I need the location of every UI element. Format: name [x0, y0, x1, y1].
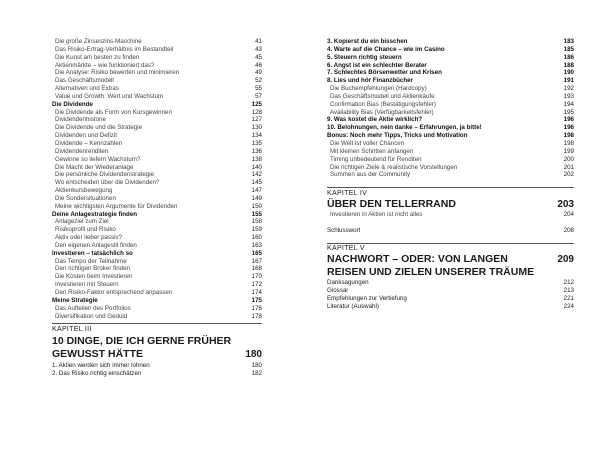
entry-title: Dividendenrenditen: [55, 147, 109, 155]
entry-page: 168: [251, 265, 262, 273]
chapter-page: 203: [557, 198, 574, 210]
chapter-title-text: ÜBER DEN TELLERRAND: [327, 197, 456, 210]
entry-title: 2. Das Risiko richtig einschätzen: [52, 370, 142, 378]
entry-page: 221: [563, 295, 574, 303]
entry-title: Mit kleinen Schritten anfangen: [330, 147, 414, 155]
entry-page: 199: [563, 147, 574, 155]
toc-entry: [52, 179, 262, 187]
entry-title: Die Kunst am besten zu finden: [55, 53, 140, 61]
entry-page: 208: [563, 226, 574, 234]
entry-page: 200: [563, 155, 574, 163]
chapter-divider: [327, 243, 574, 244]
entry-page: 158: [251, 218, 262, 226]
entry-page: 159: [251, 226, 262, 234]
entry-title: Den richtigen Broker finden: [55, 265, 130, 273]
entry-title: Investieren – tatsächlich so: [52, 249, 133, 257]
toc-entry: [327, 101, 574, 109]
entry-title: Alternativen und Extras: [55, 85, 119, 93]
chapter-page: 209: [557, 254, 574, 266]
entry-title: 1. Aktien werden sich immer lohnen: [52, 362, 150, 370]
entry-page: 41: [255, 38, 262, 45]
entry-page: 128: [251, 108, 262, 116]
toc-entry: [327, 54, 574, 62]
entry-title: Die Buchempfehlungen (Hardcopy): [330, 85, 427, 93]
entry-page: 125: [251, 100, 262, 108]
entry-page: 190: [563, 69, 574, 77]
chapter-entries: [327, 279, 574, 310]
toc-entry: [52, 258, 262, 266]
entry-page: 135: [251, 139, 262, 147]
entry-title: Value und Growth: Wert und Wachstum: [55, 92, 164, 100]
entry-title: Dividendenhistorie: [55, 116, 106, 124]
entry-page: 201: [563, 163, 574, 171]
toc-entry: [327, 148, 574, 156]
toc-entry: [52, 148, 262, 156]
entry-page: 145: [251, 179, 262, 187]
toc-entry: [52, 265, 262, 273]
chapter-title-line1: NACHWORT – ODER: VON LANGEN: [327, 253, 508, 266]
entry-title: Bonus: Noch mehr Tipps, Tricks und Motivation: [327, 132, 468, 140]
entry-title: Schlusswort: [327, 226, 361, 234]
entry-page: 175: [251, 296, 262, 304]
toc-entry: [52, 234, 262, 242]
entry-page: 130: [251, 124, 262, 132]
toc-entry: [327, 69, 574, 77]
entry-page: 202: [563, 171, 574, 179]
entry-page: 193: [563, 92, 574, 100]
entry-page: 186: [563, 53, 574, 61]
toc-entry: [52, 140, 262, 148]
entry-title: Investieren mit Steuern: [55, 281, 119, 289]
entry-page: 183: [563, 38, 574, 45]
toc-entry: [327, 124, 574, 132]
entry-page: 180: [251, 362, 262, 370]
entry-page: 195: [563, 108, 574, 116]
chapter-title-line2: GEWUSST HÄTTE: [52, 348, 143, 361]
chapter-title-line2: REISEN UND ZIELEN UNSERER TRÄUME: [327, 266, 535, 279]
entry-title: 8. Lies und hör Finanzbücher: [327, 77, 413, 85]
entry-title: 4. Warte auf die Chance – wie im Casino: [327, 45, 445, 53]
toc-entry: [327, 46, 574, 54]
entry-page: 136: [251, 147, 262, 155]
entry-title: 7. Schlechtes Börsenwetter und Krisen: [327, 69, 442, 77]
entry-title: Das Geschäftsmodell und Aktienkäufe: [330, 92, 435, 100]
toc-entry: [52, 203, 262, 211]
entry-page: 170: [251, 273, 262, 281]
entry-page: 149: [251, 194, 262, 202]
toc-entry: [52, 69, 262, 77]
entry-page: 150: [251, 202, 262, 210]
entry-page: 174: [251, 289, 262, 296]
toc-entry: [327, 287, 574, 295]
toc-entry: [52, 297, 262, 305]
entry-title: Die große Zinseszins-Maschine: [55, 38, 142, 45]
entry-title: 6. Angst ist ein schlechter Berater: [327, 61, 427, 69]
chapter-title-line1: 10 DINGE, DIE ICH GERNE FRÜHER: [52, 335, 232, 348]
toc-entry: [52, 93, 262, 101]
entry-page: 196: [563, 124, 574, 132]
toc-entry: [52, 250, 262, 258]
toc-entry: [327, 93, 574, 101]
entry-title: Die Dividende: [52, 100, 93, 108]
chapter-label: KAPITEL III: [52, 326, 92, 334]
entry-title: Gewinne so liefern Wachstum?: [55, 155, 141, 163]
entry-title: Confirmation Bias (Bestätigungsfehler): [330, 100, 436, 108]
entry-page: 134: [251, 132, 262, 140]
entry-title: 5. Steuern richtig steuern: [327, 53, 402, 61]
toc-entry: [327, 109, 574, 117]
entry-page: 196: [563, 116, 574, 124]
chapter-title: [52, 335, 262, 348]
entry-title: Die Analyse: Risiko bewerten und minimieren: [55, 69, 180, 77]
entry-title: Wo entscheiden über die Dividenden?: [55, 179, 160, 187]
chapter-entries: [52, 362, 262, 378]
entry-page: 127: [251, 116, 262, 124]
entry-page: 185: [563, 45, 574, 53]
entry-title: Die persönliche Dividendenstrategie: [55, 171, 155, 179]
entry-page: 182: [251, 370, 262, 378]
entry-title: Das Aufteilen des Portfolios: [55, 304, 131, 312]
entry-title: Timing unbedeutend für Renditen: [330, 155, 422, 163]
toc-entry: [327, 38, 574, 46]
toc-entry: [327, 77, 574, 85]
entry-title: 10. Belohnungen, nein danke – Erfahrungen, ja bitte!: [327, 124, 482, 132]
entry-title: Risikoprofil und Risiko: [55, 226, 116, 234]
entry-page: 165: [251, 249, 262, 257]
entry-page: 163: [251, 241, 262, 249]
toc-entry: [52, 77, 262, 85]
toc-entry: [327, 227, 574, 235]
entry-title: Die Macht der Wiederanlage: [55, 163, 134, 171]
toc-entry: [327, 171, 574, 179]
toc-entry: [52, 109, 262, 117]
toc-entry: [52, 273, 262, 281]
entry-title: Dividende – Kennzahlen: [55, 139, 123, 147]
toc-entry: [52, 132, 262, 140]
toc-entry: [327, 279, 574, 287]
toc-entry: [52, 313, 262, 321]
entry-title: Aktienkursbewegung: [55, 187, 113, 195]
entry-page: 192: [563, 85, 574, 93]
entry-page: 176: [251, 304, 262, 312]
toc-entry: [52, 218, 262, 226]
entry-title: Availability Bias (Verfügbarkeitsfehler): [330, 108, 434, 116]
chapter-title: [327, 198, 574, 211]
entry-title: Investieren in Aktien ist nicht alles: [330, 210, 423, 218]
entry-page: 147: [251, 187, 262, 195]
entry-page: 138: [251, 155, 262, 163]
toc-entry: [52, 362, 262, 370]
entry-title: Literatur (Auswahl): [327, 303, 379, 310]
entry-page: 198: [563, 132, 574, 140]
toc-entry: [52, 46, 262, 54]
entry-title: Den Risiko-Faktor entsprechend anpassen: [55, 289, 173, 296]
entry-page: 204: [563, 210, 574, 218]
entry-title: Das Tempo der Teilnahme: [55, 257, 127, 265]
toc-entry: [52, 195, 262, 203]
toc-entry: [52, 211, 262, 219]
entry-page: 178: [251, 312, 262, 320]
entry-title: Aktienmärkte – wie funktioniert das?: [55, 61, 155, 69]
toc-entry: [327, 132, 574, 140]
toc-entry: [327, 62, 574, 70]
entry-page: 57: [255, 92, 262, 100]
entry-page: 194: [563, 100, 574, 108]
entry-title: Den eigenen Anlagestil finden: [55, 241, 137, 249]
toc-entry: [327, 156, 574, 164]
entry-page: 167: [251, 257, 262, 265]
entry-page: 142: [251, 171, 262, 179]
entry-title: Die Sondersituationen: [55, 194, 116, 202]
entry-page: 172: [251, 281, 262, 289]
chapter-title: [52, 348, 262, 361]
entry-page: 140: [251, 163, 262, 171]
toc-entry: [327, 303, 574, 311]
entry-page: 224: [563, 303, 574, 310]
entry-title: Anlageziel zum Ziel: [55, 218, 109, 226]
chapter-label: KAPITEL V: [327, 245, 365, 253]
toc-entry: [52, 54, 262, 62]
toc-entry: [52, 62, 262, 70]
entry-page: 198: [563, 139, 574, 147]
entry-title: Danksagungen: [327, 279, 369, 287]
toc-entry: [52, 156, 262, 164]
toc-left-entries: [52, 38, 262, 320]
toc-entry: [327, 85, 574, 93]
entry-title: Die richtigen Ziele & realistische Vorstellungen: [330, 163, 458, 171]
toc-left-column: [52, 38, 262, 378]
entry-page: 160: [251, 234, 262, 242]
toc-entry: [327, 211, 574, 219]
entry-title: 9. Was kostet die Aktie wirklich?: [327, 116, 423, 124]
entry-page: 213: [563, 287, 574, 295]
entry-page: 212: [563, 279, 574, 287]
chapter-title: [327, 253, 574, 266]
toc-entry: [52, 370, 262, 378]
toc-entry: [52, 171, 262, 179]
toc-right-column: [327, 38, 574, 311]
entry-title: Das Geschäftsmodell: [55, 77, 114, 85]
toc-entry: [52, 124, 262, 132]
entry-title: Die Welt ist voller Chancen: [330, 139, 405, 147]
toc-entry: [327, 116, 574, 124]
entry-title: Glossar: [327, 287, 349, 295]
entry-title: Dividenden und Defizit: [55, 132, 117, 140]
toc-entry: [52, 101, 262, 109]
toc-entry: [52, 85, 262, 93]
entry-title: Die Dividende und die Strategie: [55, 124, 143, 132]
entry-page: 45: [255, 53, 262, 61]
toc-entry: [52, 289, 262, 297]
chapter-divider: [327, 187, 574, 188]
chapter-title: [327, 266, 574, 279]
toc-entry: [52, 116, 262, 124]
entry-title: Meine wichtigsten Argumente für Dividenden: [55, 202, 178, 210]
chapter-divider: [52, 323, 262, 324]
entry-title: Aktiv oder lieber passiv?: [55, 234, 123, 242]
entry-page: 46: [255, 61, 262, 69]
toc-entry: [327, 140, 574, 148]
toc-entry: [52, 187, 262, 195]
entry-title: 3. Kopierst du ein bisschen: [327, 38, 408, 45]
entry-page: 191: [563, 77, 574, 85]
entry-title: Summen aus der Community: [330, 171, 411, 179]
entry-page: 52: [255, 77, 262, 85]
toc-entry: [327, 164, 574, 172]
entry-title: Die Dividende als Form von Kursgewinnen: [55, 108, 172, 116]
entry-title: Das Risiko-Ertrag-Verhältnis im Bestandteil: [55, 45, 174, 53]
chapter-page: 180: [245, 349, 262, 361]
toc-entry: [52, 38, 262, 46]
entry-page: 155: [251, 210, 262, 218]
toc-entry: [52, 242, 262, 250]
toc-entry: [327, 295, 574, 303]
entry-title: Empfehlungen zur Vertiefung: [327, 295, 407, 303]
entry-page: 188: [563, 61, 574, 69]
toc-entry: [52, 305, 262, 313]
entry-page: 55: [255, 85, 262, 93]
entry-title: Deine Anlagestrategie finden: [52, 210, 138, 218]
toc-entry: [52, 226, 262, 234]
toc-entry: [52, 281, 262, 289]
entry-title: Die Kosten beim Investieren: [55, 273, 133, 281]
toc-right-entries: [327, 38, 574, 179]
toc-entry: [52, 164, 262, 172]
entry-page: 43: [255, 45, 262, 53]
entry-title: Diversifikation und Geduld: [55, 312, 128, 320]
chapter-label: KAPITEL IV: [327, 189, 368, 197]
entry-title: Meine Strategie: [52, 296, 98, 304]
entry-page: 49: [255, 69, 262, 77]
